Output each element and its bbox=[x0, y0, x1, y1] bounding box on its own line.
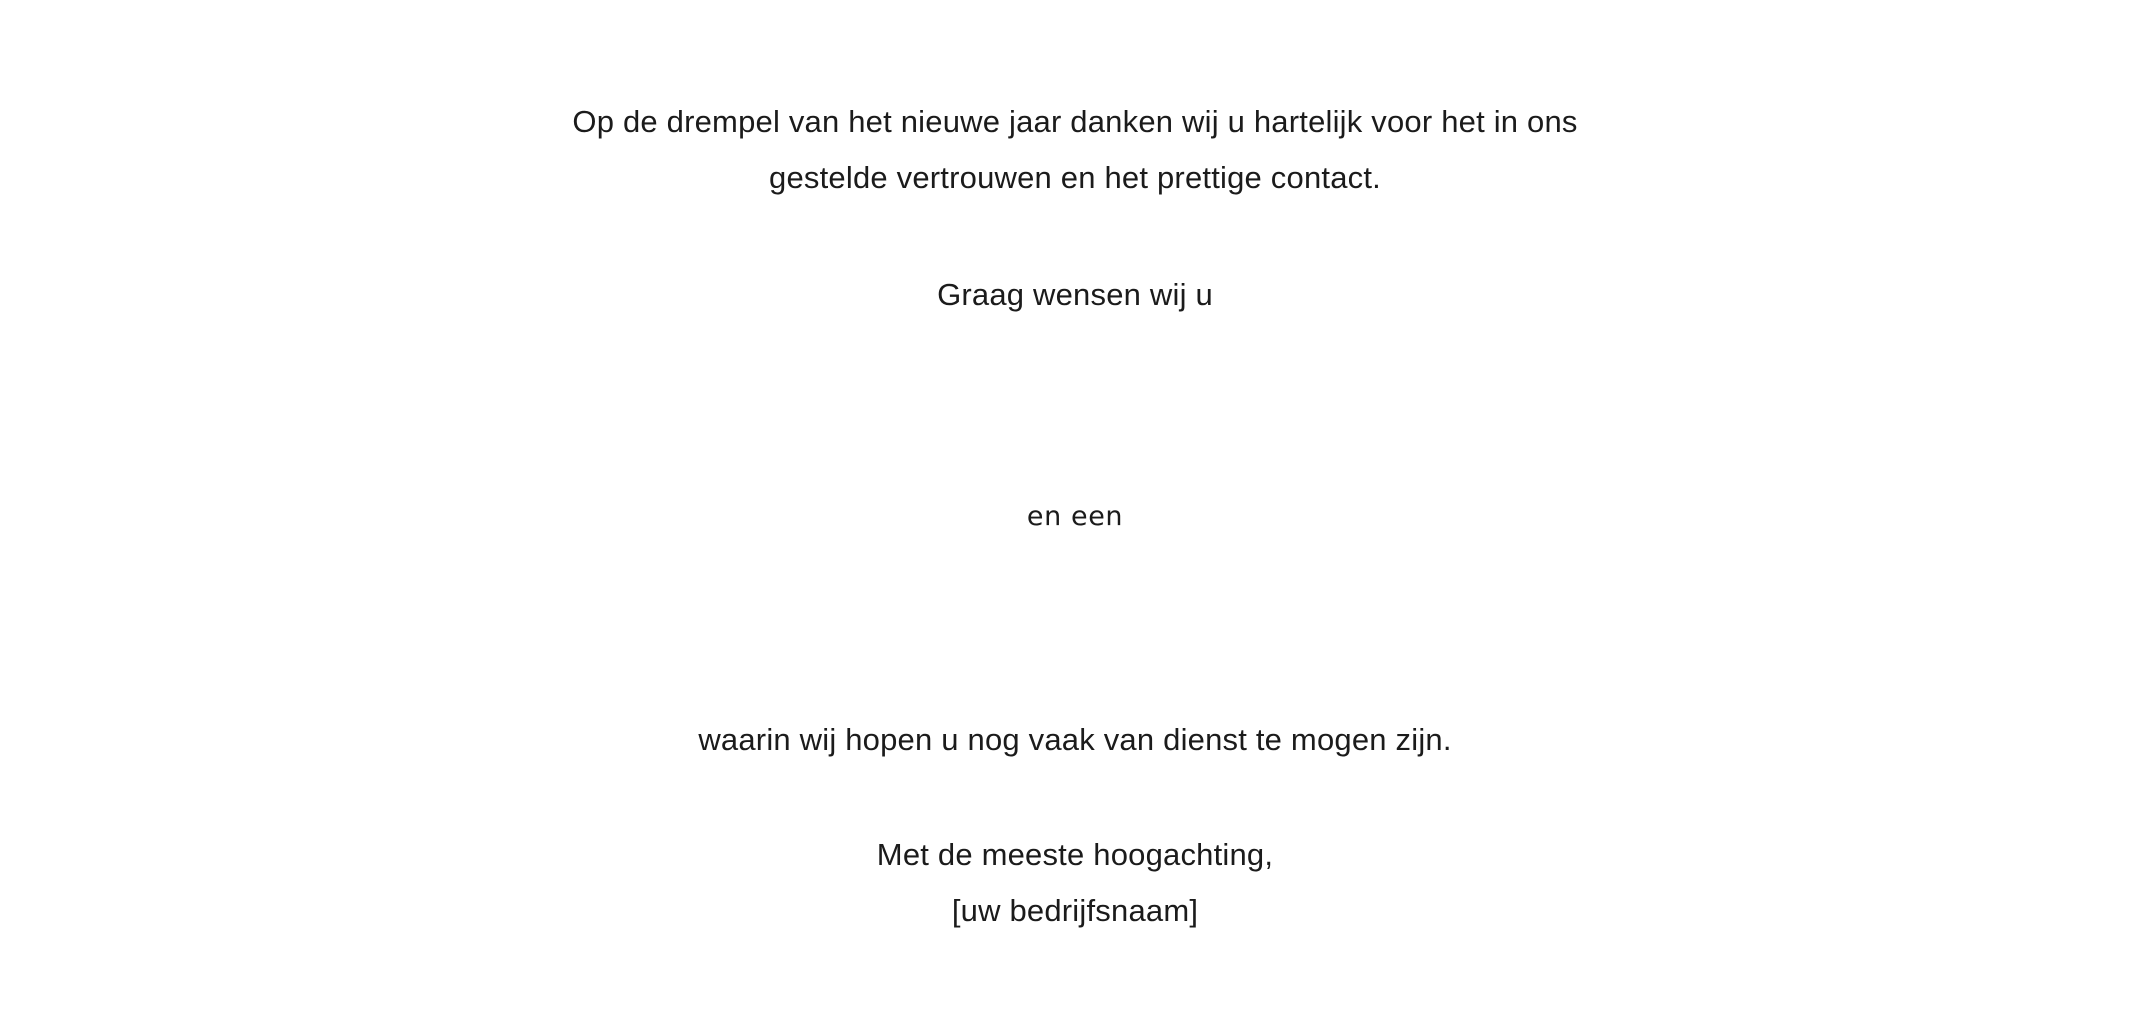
signoff-line-1: Met de meeste hoogachting, bbox=[876, 837, 1274, 872]
closing-line: waarin wij hopen u nog vaak van dienst te mogen zijn. bbox=[698, 722, 1452, 757]
intro-paragraph bbox=[0, 94, 2150, 206]
wish-lead-line: Graag wensen wij u bbox=[937, 277, 1213, 312]
signoff-paragraph bbox=[0, 827, 2150, 939]
intro-line-1: Op de drempel van het nieuwe jaar danken wij u hartelijk voor het in ons bbox=[572, 104, 1578, 139]
connector-line: en een bbox=[1026, 501, 1124, 532]
empty-placeholder-slot-1 bbox=[0, 330, 2150, 490]
intro-line-2: gestelde vertrouwen en het prettige contact. bbox=[769, 160, 1381, 195]
empty-placeholder-slot-2 bbox=[0, 552, 2150, 712]
signoff-line-2: [uw bedrijfsnaam] bbox=[951, 893, 1199, 928]
